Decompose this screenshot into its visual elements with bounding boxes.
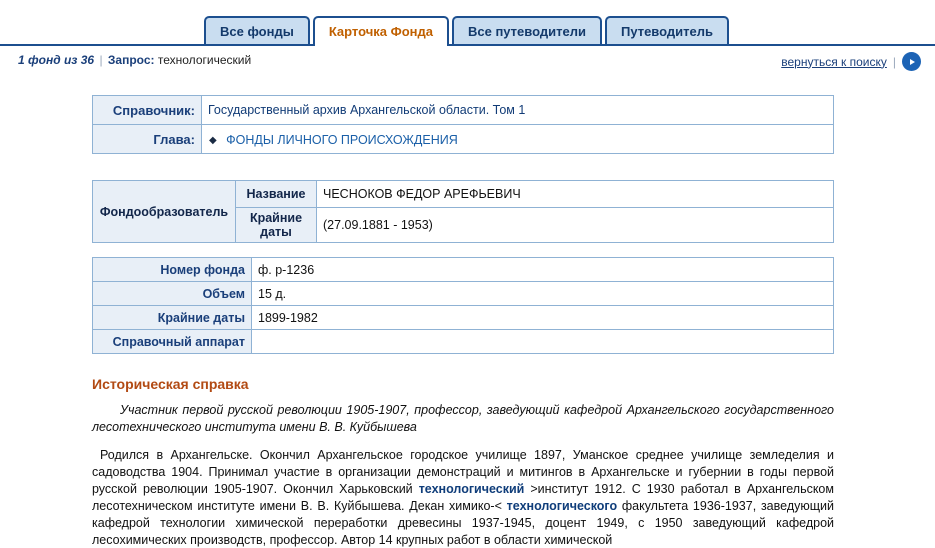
tab-guide[interactable]: Путеводитель — [605, 16, 729, 44]
query-line — [0, 46, 935, 79]
table-row — [93, 306, 834, 330]
history-body-part1: Родился в Архангельске. Окончил Архангельское городское училище 1897, Уманское среднее училище земледелия и садоводства 1904. Принимал участие в организации демонстраций и митингов в Архангельске и губернии в годы первой русской революции 1905-1907. Окончил Харьковский — [92, 448, 834, 496]
tab-all-guides[interactable]: Все путеводители — [452, 16, 602, 44]
guide-info-table — [92, 95, 834, 154]
table-row — [93, 181, 834, 208]
result-count: 1 фонд из 36 — [18, 53, 95, 67]
arrow-right-icon[interactable] — [902, 52, 921, 71]
founder-dates-label: Крайние даты — [236, 208, 317, 243]
fund-apparatus-value — [252, 330, 834, 354]
table-row — [93, 125, 834, 154]
content-area — [0, 95, 935, 548]
diamond-bullet-icon: ◆ — [208, 133, 217, 145]
fund-dates-label: Крайние даты — [93, 306, 252, 330]
table-row — [93, 258, 834, 282]
founder-name-value: ЧЕСНОКОВ ФЕДОР АРЕФЬЕВИЧ — [317, 181, 834, 208]
history-title: Историческая справка — [92, 376, 249, 392]
chapter-value-cell — [202, 125, 834, 154]
tab-list — [204, 16, 729, 44]
founder-row-label: Фондообразователь — [93, 181, 236, 243]
fund-apparatus-label: Справочный аппарат — [93, 330, 252, 354]
tab-bar — [0, 0, 935, 46]
history-highlight-2: технологического — [506, 499, 618, 513]
founder-table — [92, 180, 834, 243]
back-to-search-link[interactable]: вернуться к поиску — [781, 54, 887, 69]
history-highlight-1: технологический — [418, 482, 525, 496]
fund-volume-value: 15 д. — [252, 282, 834, 306]
query-label: Запрос: — [107, 53, 155, 67]
fund-number-label: Номер фонда — [93, 258, 252, 282]
query-separator: | — [99, 53, 103, 67]
guide-value — [202, 96, 834, 125]
table-row — [93, 330, 834, 354]
guide-value-text[interactable]: Государственный архив Архангельской области. Том 1 — [208, 103, 526, 117]
table-row — [93, 282, 834, 306]
query-summary — [18, 53, 251, 67]
founder-name-label: Название — [236, 181, 317, 208]
founder-dates-value: (27.09.1881 - 1953) — [317, 208, 834, 243]
tab-fund-card[interactable]: Карточка Фонда — [313, 16, 449, 46]
fund-info-table — [92, 257, 834, 354]
tab-all-funds[interactable]: Все фонды — [204, 16, 310, 44]
history-body — [92, 447, 834, 548]
query-actions — [781, 52, 921, 71]
actions-separator: | — [892, 54, 896, 69]
history-section — [92, 376, 885, 548]
chapter-label: Глава: — [93, 125, 202, 154]
fund-number-value: ф. р-1236 — [252, 258, 834, 282]
fund-volume-label: Объем — [93, 282, 252, 306]
fund-dates-value: 1899-1982 — [252, 306, 834, 330]
guide-label: Справочник: — [93, 96, 202, 125]
history-body-part3: факультета 1936-1937, заведующий кафедрой технологии химической переработки древесины 1937-1945, доцент 1949, с 1950 заведующий кафедрой лесохимических производств, профессор. Автор 14 крупных работ в области химической — [92, 499, 834, 547]
history-body-part2: >институт 1912. С 1930 работал в Архангельском лесотехническом институте имени В. В. Куйбышева. Декан химико-< — [92, 482, 834, 513]
chapter-link[interactable]: ФОНДЫ ЛИЧНОГО ПРОИСХОЖДЕНИЯ — [226, 132, 458, 147]
history-lead: Участник первой русской революции 1905-1907, профессор, заведующий кафедрой Архангельского государственного лесотехнического института имени В. В. Куйбышева — [92, 403, 834, 434]
table-row — [93, 96, 834, 125]
query-value: технологический — [157, 53, 252, 67]
